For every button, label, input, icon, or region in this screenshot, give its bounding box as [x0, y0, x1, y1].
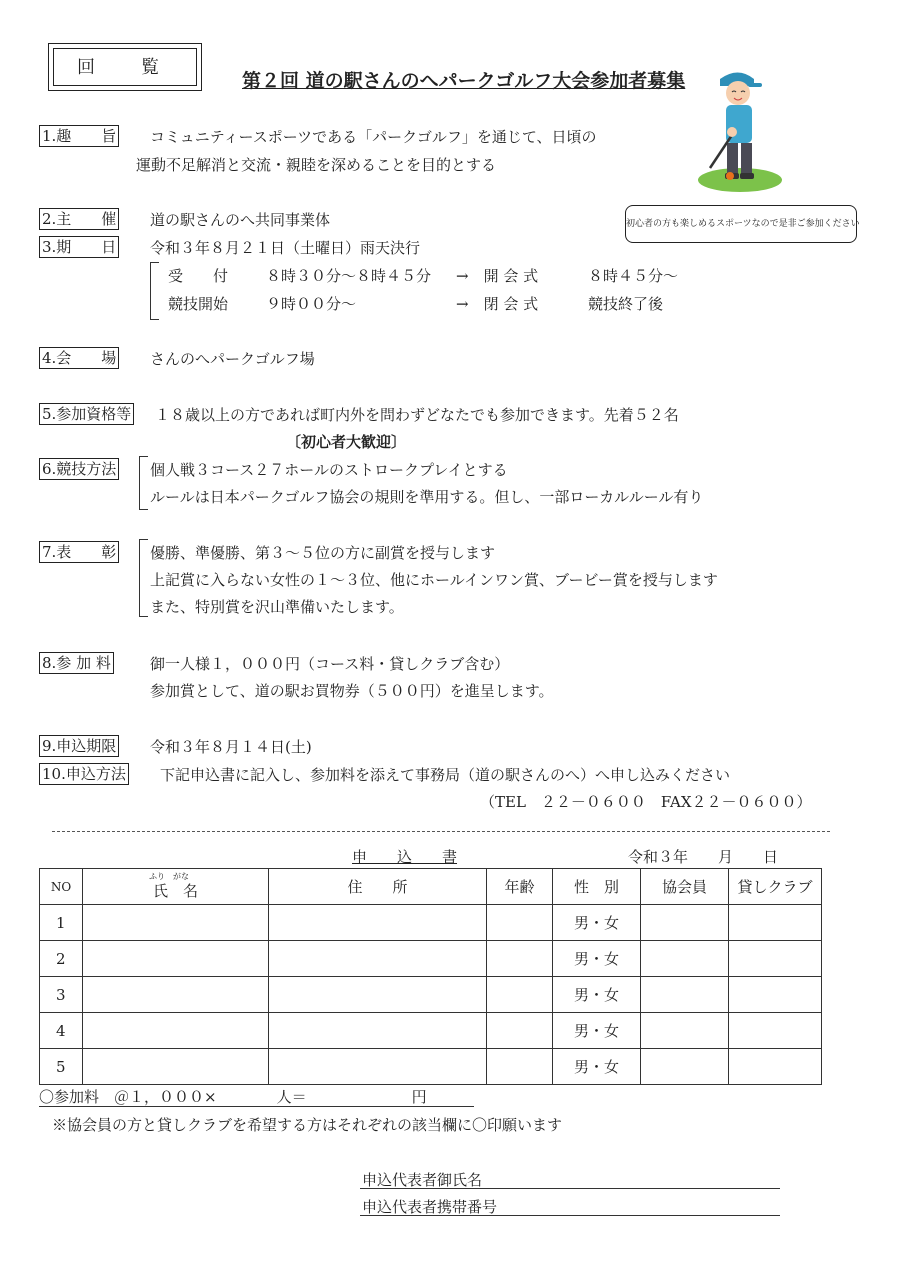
schedule-row-1-time: ８時３０分～８時４５分 [266, 267, 432, 285]
section-8-line-1: 御一人様１，０００円（コース料・貸しクラブ含む） [150, 655, 510, 673]
member-cell[interactable] [641, 977, 729, 1013]
application-table [39, 868, 822, 1085]
section-8-label: 8.参 加 料 [39, 652, 114, 674]
name-cell[interactable] [83, 1013, 269, 1049]
row-no: 2 [40, 941, 83, 977]
age-cell[interactable] [487, 1049, 553, 1085]
row-no: 3 [40, 977, 83, 1013]
table-row [40, 905, 822, 941]
gender-cell[interactable]: 男・女 [553, 905, 641, 941]
section-9-label: 9.申込期限 [39, 735, 119, 757]
section-10-text: 下記申込書に記入し、参加料を添えて事務局（道の駅さんのへ）へ申し込みください [160, 766, 731, 784]
age-cell[interactable] [487, 977, 553, 1013]
rental-cell[interactable] [729, 941, 822, 977]
schedule-row-1-event-time: ８時４５分～ [588, 267, 679, 285]
col-name-furigana: ふり がな [149, 872, 189, 881]
fee-line: 〇参加料 ＠１，０００× 人＝ 円 [39, 1088, 474, 1107]
rental-cell[interactable] [729, 977, 822, 1013]
section-5-text: １８歳以上の方であれば町内外を問わずどなたでも参加できます。先着５２名 [155, 406, 679, 424]
rep-name-line[interactable] [360, 1188, 780, 1189]
rental-cell[interactable] [729, 905, 822, 941]
page-title: 第２回 道の駅さんのへパークゴルフ大会参加者募集 [242, 70, 686, 92]
name-cell[interactable] [83, 941, 269, 977]
row-no: 1 [40, 905, 83, 941]
age-cell[interactable] [487, 905, 553, 941]
section-6-line-2: ルールは日本パークゴルフ協会の規則を準用する。但し、一部ローカルルール有り [150, 488, 704, 506]
table-row [40, 941, 822, 977]
address-cell[interactable] [269, 941, 487, 977]
section-3-bracket [150, 262, 159, 320]
golfer-illustration [698, 66, 788, 196]
name-cell[interactable] [83, 977, 269, 1013]
section-1-line-1: コミュニティースポーツである「パークゴルフ」を通じて、日頃の [150, 128, 597, 146]
gender-cell[interactable]: 男・女 [553, 1049, 641, 1085]
section-10-label: 10.申込方法 [39, 763, 129, 785]
section-2-label: 2.主 催 [39, 208, 119, 230]
section-5-label: 5.参加資格等 [39, 403, 134, 425]
section-7-line-3: また、特別賞を沢山準備いたします。 [150, 598, 404, 616]
contact-info: （TEL ２２－０６００ FAX２２－０６００） [480, 793, 812, 811]
schedule-row-2-event: → 閉 会 式 [456, 295, 539, 313]
member-cell[interactable] [641, 1049, 729, 1085]
row-no: 4 [40, 1013, 83, 1049]
schedule-row-2-item: 競技開始 [168, 295, 229, 313]
section-9-text: 令和３年８月１４日(土) [150, 738, 312, 756]
row-no: 5 [40, 1049, 83, 1085]
gender-cell[interactable]: 男・女 [553, 977, 641, 1013]
col-address: 住 所 [269, 869, 487, 905]
cut-line [52, 831, 830, 832]
section-1-line-2: 運動不足解消と交流・親睦を深めることを目的とする [136, 156, 497, 174]
schedule-row-2-event-time: 競技終了後 [588, 295, 664, 313]
schedule-row-1-item: 受 付 [168, 267, 229, 285]
section-3-text: 令和３年８月２１日（土曜日）雨天決行 [150, 239, 421, 257]
section-7-line-1: 優勝、準優勝、第３～５位の方に副賞を授与します [150, 544, 496, 562]
gender-cell[interactable]: 男・女 [553, 941, 641, 977]
form-date: 令和３年 月 日 [628, 848, 779, 866]
section-8-line-2: 参加賞として、道の駅お買物券（５００円）を進呈します。 [150, 682, 554, 700]
section-6-label: 6.競技方法 [39, 458, 119, 480]
section-4-text: さんのへパークゴルフ場 [150, 350, 315, 368]
form-note: ※協会員の方と貸しクラブを希望する方はそれぞれの該当欄に〇印願います [52, 1116, 563, 1134]
table-row [40, 1049, 822, 1085]
section-4-label: 4.会 場 [39, 347, 119, 369]
member-cell[interactable] [641, 905, 729, 941]
address-cell[interactable] [269, 905, 487, 941]
gender-cell[interactable]: 男・女 [553, 1013, 641, 1049]
rental-cell[interactable] [729, 1049, 822, 1085]
rep-phone-line[interactable] [360, 1215, 780, 1216]
kairan-box [48, 43, 202, 91]
table-row [40, 1013, 822, 1049]
section-7-bracket [139, 539, 148, 617]
age-cell[interactable] [487, 941, 553, 977]
col-member: 協会員 [641, 869, 729, 905]
section-2-text: 道の駅さんのへ共同事業体 [150, 211, 331, 229]
section-6-bracket [139, 456, 148, 510]
kairan-label: 回 覧 [53, 48, 197, 86]
name-cell[interactable] [83, 1049, 269, 1085]
rental-cell[interactable] [729, 1013, 822, 1049]
address-cell[interactable] [269, 977, 487, 1013]
col-no: NO [40, 869, 83, 905]
address-cell[interactable] [269, 1049, 487, 1085]
age-cell[interactable] [487, 1013, 553, 1049]
name-cell[interactable] [83, 905, 269, 941]
rep-name-label: 申込代表者御氏名 [362, 1171, 483, 1189]
section-7-line-2: 上記賞に入らない女性の１～３位、他にホールインワン賞、ブービー賞を授与します [150, 571, 718, 589]
address-cell[interactable] [269, 1013, 487, 1049]
section-6-line-1: 個人戦３コース２７ホールのストロークプレイとする [150, 461, 508, 479]
section-3-label: 3.期 日 [39, 236, 119, 258]
col-age: 年齢 [487, 869, 553, 905]
schedule-row-2-time: ９時００分～ [266, 295, 357, 313]
form-title: 申 込 書 [352, 848, 458, 866]
rep-phone-label: 申込代表者携帯番号 [362, 1198, 498, 1216]
section-7-label: 7.表 彰 [39, 541, 119, 563]
col-gender: 性 別 [553, 869, 641, 905]
beginner-note: 初心者の方も楽しめるスポーツなので是非ご参加ください [625, 205, 857, 243]
section-1-label: 1.趣 旨 [39, 125, 119, 147]
col-name-label: 氏 名 [152, 882, 198, 900]
member-cell[interactable] [641, 1013, 729, 1049]
col-name [83, 869, 269, 905]
col-rental: 貸しクラブ [729, 869, 822, 905]
schedule-row-1-event: → 開 会 式 [456, 267, 539, 285]
member-cell[interactable] [641, 941, 729, 977]
section-5-sub: 〔初心者大歓迎〕 [286, 433, 407, 451]
table-row [40, 977, 822, 1013]
